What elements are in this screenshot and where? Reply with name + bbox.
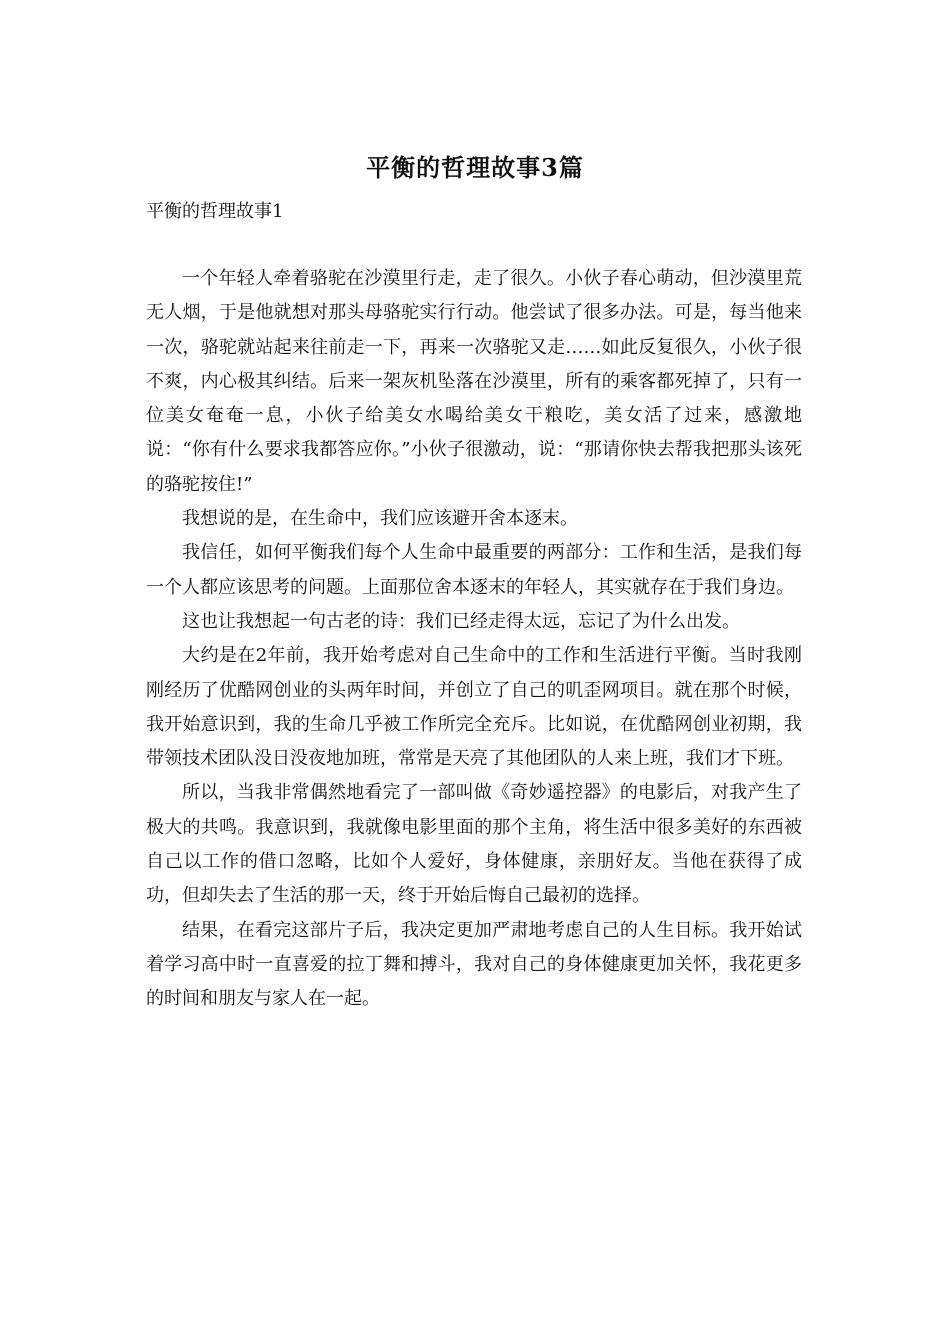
- paragraph: 一个年轻人牵着骆驼在沙漠里行走，走了很久。小伙子春心萌动，但沙漠里荒无人烟，于是他就想对那头母骆驼实行行动。他尝试了很多办法。可是，每当他来一次，骆驼就站起来往前走一下，再来一次骆驼又走……如此反复很久，小伙子很不爽，内心极其纠结。后来一架灰机坠落在沙漠里，所有的乘客都死掉了，只有一位美女奄奄一息，小伙子给美女水喝给美女干粮吃，美女活了过来，感激地说：“你有什么要求我都答应你。”小伙子很激动，说：“那请你快去帮我把那头该死的骆驼按住!”: [146, 268, 802, 495]
- body-text: [146, 262, 802, 1017]
- paragraph: 这也让我想起一句古老的诗：我们已经走得太远，忘记了为什么出发。: [182, 610, 740, 632]
- paragraph: 所以，当我非常偶然地看完了一部叫做《奇妙遥控器》的电影后，对我产生了极大的共鸣。我意识到，我就像电影里面的那个主角，将生活中很多美好的东西被自己以工作的借口忽略，比如个人爱好，身体健康，亲朋好友。当他在获得了成功，但却失去了生活的那一天，终于开始后悔自己最初的选择。: [146, 782, 802, 907]
- paragraph: 我想说的是，在生命中，我们应该避开舍本逐末。: [182, 508, 578, 530]
- paragraph: 我信任，如何平衡我们每个人生命中最重要的两部分：工作和生活，是我们每一个人都应该思考的问题。上面那位舍本逐末的年轻人，其实就存在于我们身边。: [146, 542, 802, 598]
- document-title: 平衡的哲理故事3篇: [366, 153, 584, 182]
- paragraph: 大约是在2年前，我开始考虑对自己生命中的工作和生活进行平衡。当时我刚刚经历了优酷网创业的头两年时间，并创立了自己的叽歪网项目。就在那个时候，我开始意识到，我的生命几乎被工作所完全充斥。比如说，在优酷网创业初期，我带领技术团队没日没夜地加班，常常是天亮了其他团队的人来上班，我们才下班。: [146, 645, 802, 770]
- section-heading: 平衡的哲理故事1: [146, 201, 284, 222]
- paragraph: 结果，在看完这部片子后，我决定更加严肃地考虑自己的人生目标。我开始试着学习高中时一直喜爱的拉丁舞和搏斗，我对自己的身体健康更加关怀，我花更多的时间和朋友与家人在一起。: [146, 919, 802, 1010]
